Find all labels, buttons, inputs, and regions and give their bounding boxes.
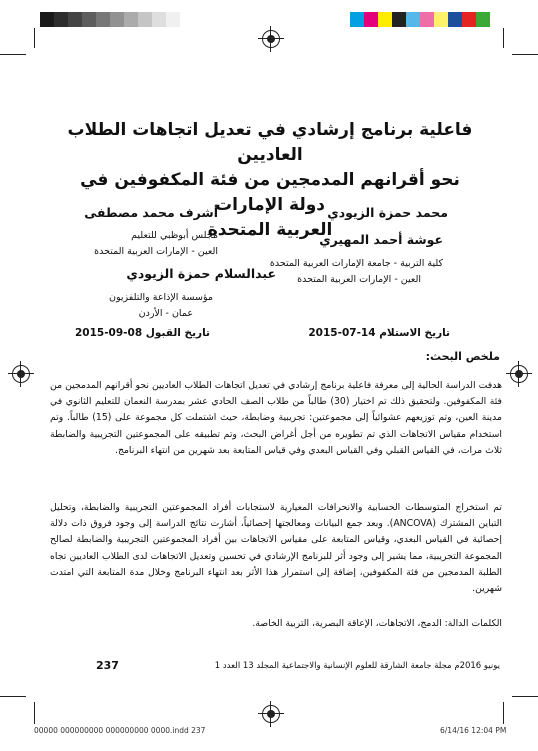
gray-swatch (124, 12, 138, 27)
crop-mark (512, 696, 538, 697)
crop-mark (0, 54, 26, 55)
process-color-swatch (448, 12, 462, 27)
gray-swatch (138, 12, 152, 27)
gray-swatch (82, 12, 96, 27)
print-slug-datetime: 6/14/16 12:04 PM (440, 726, 507, 735)
keywords: الكلمات الدالة: الدمج، الاتجاهات، الإعاقة البصرية، التربية الخاصة. (252, 618, 502, 629)
process-color-swatch (406, 12, 420, 27)
author-3-name: عوشة أحمد المهيري (319, 232, 443, 247)
gray-swatch (152, 12, 166, 27)
process-color-bar (350, 12, 490, 27)
abstract-heading: ملخص البحث: (425, 350, 500, 363)
author-4-name: عبدالسلام حمزة الزيودي (126, 266, 276, 281)
title-line-2: نحو أقرانهم المدمجين من فئة المكفوفين في دولة الإمارات (80, 170, 460, 215)
process-color-swatch (462, 12, 476, 27)
author-2-name: أشرف محمد مصطفى (84, 205, 218, 220)
author-2-affiliation-line-2: العين - الإمارات العربية المتحدة (94, 246, 218, 257)
registration-mark-right (510, 365, 528, 383)
gray-swatch (166, 12, 180, 27)
author-4-affiliation-line-2: عمان - الأردن (138, 308, 193, 319)
crop-mark (503, 28, 504, 48)
author-3-affiliation-line-1: كلية التربية - جامعة الإمارات العربية المتحدة (269, 258, 443, 269)
print-slug-file: 00000 000000000 000000000 0000.indd 237 (34, 726, 206, 735)
process-color-swatch (434, 12, 448, 27)
title-line-1: فاعلية برنامج إرشادي في تعديل اتجاهات الطلاب العاديين (67, 120, 473, 165)
registration-mark-bottom (262, 705, 280, 723)
journal-footer: يونيو 2016م مجلة جامعة الشارقة للعلوم الإنسانية والاجتماعية المجلد 13 العدد 1 (214, 661, 500, 671)
process-color-swatch (364, 12, 378, 27)
crop-mark (503, 702, 504, 724)
author-2-affiliation (28, 228, 218, 260)
crop-mark (34, 702, 35, 724)
author-4-affiliation (33, 290, 213, 322)
process-color-swatch (350, 12, 364, 27)
gray-swatch (54, 12, 68, 27)
author-2-affiliation-line-1: مجلس أبوظبي للتعليم (131, 230, 218, 241)
accepted-date: تاريخ القبول 08-09-2015 (74, 327, 210, 339)
author-3-affiliation-line-2: العين - الإمارات العربية المتحدة (297, 274, 421, 285)
page-number: 237 (96, 659, 119, 672)
article-title (60, 118, 480, 243)
crop-mark (0, 696, 26, 697)
process-color-swatch (476, 12, 490, 27)
abstract-paragraph-2: تم استخراج المتوسطات الحسابية والانحرافات المعيارية لاستجابات أفراد المجموعتين التجريبية والضابطة، وتحليل التباين المشترك (ANCOVA). وبعد جمع البيانات ومعالجتها إحصائياً، أشارت نتائج الدراسة إلى وجود فروق ذات دلالة إحصائية في القياس البعدي، وقياس المتابعة على مقياس الاتجاهات بين أفراد المجموعتين التجريبية والضابطة لصالح المجموعة التجريبية، مما يشير إلى وجود أثر للبرنامج الإرشادي في تحسين وتعديل الاتجاهات لدى الطلاب العاديين تجاه الطلبة المدمجين من فئة المكفوفين، إضافة إلى استمرار هذا الأثر بعد انتهاء البرنامج وخلال مدة المتابعة التي امتدت شهرين. (50, 502, 502, 595)
gray-swatch (40, 12, 54, 27)
author-4-affiliation-line-1: مؤسسة الإذاعة والتلفزيون (109, 292, 213, 303)
process-color-swatch (420, 12, 434, 27)
grayscale-color-bar (40, 12, 180, 27)
gray-swatch (96, 12, 110, 27)
process-color-swatch (378, 12, 392, 27)
crop-mark (512, 54, 538, 55)
registration-mark-top (262, 30, 280, 48)
author-1-name: محمد حمزة الزيودي (327, 205, 448, 220)
received-date: تاريخ الاستلام 14-07-2015 (308, 327, 450, 339)
gray-swatch (68, 12, 82, 27)
registration-mark-left (12, 365, 30, 383)
gray-swatch (110, 12, 124, 27)
crop-mark (34, 28, 35, 48)
title-line-3: العربية المتحدة (207, 220, 333, 240)
process-color-swatch (392, 12, 406, 27)
abstract-paragraph-1: هدفت الدراسة الحالية إلى معرفة فاعلية برنامج إرشادي في تعديل اتجاهات الطلاب العاديين نحو أقرانهم المدمجين من فئة المكفوفين. ولتحقيق ذلك تم اختيار (30) طالباً من طلاب الصف الحادي عشر بمدرسة النعمان للتعليم الثانوي في مدينة العين، وتم توزيعهم عشوائياً إلى مجموعتين: تجريبية وضابطة، حيث اشتملت كل مجموعة على (15) طالباً. وتم استخدام مقياس الاتجاهات الذي تم تطويره من أجل أغراض البحث، وتم تطبيقه على المجموعتين التجريبية والضابطة ثلاث مرات، في القياس القبلي وفي القياس البعدي وفي قياس المتابعة بعد شهرين من انتهاء البرنامج. (50, 380, 502, 456)
